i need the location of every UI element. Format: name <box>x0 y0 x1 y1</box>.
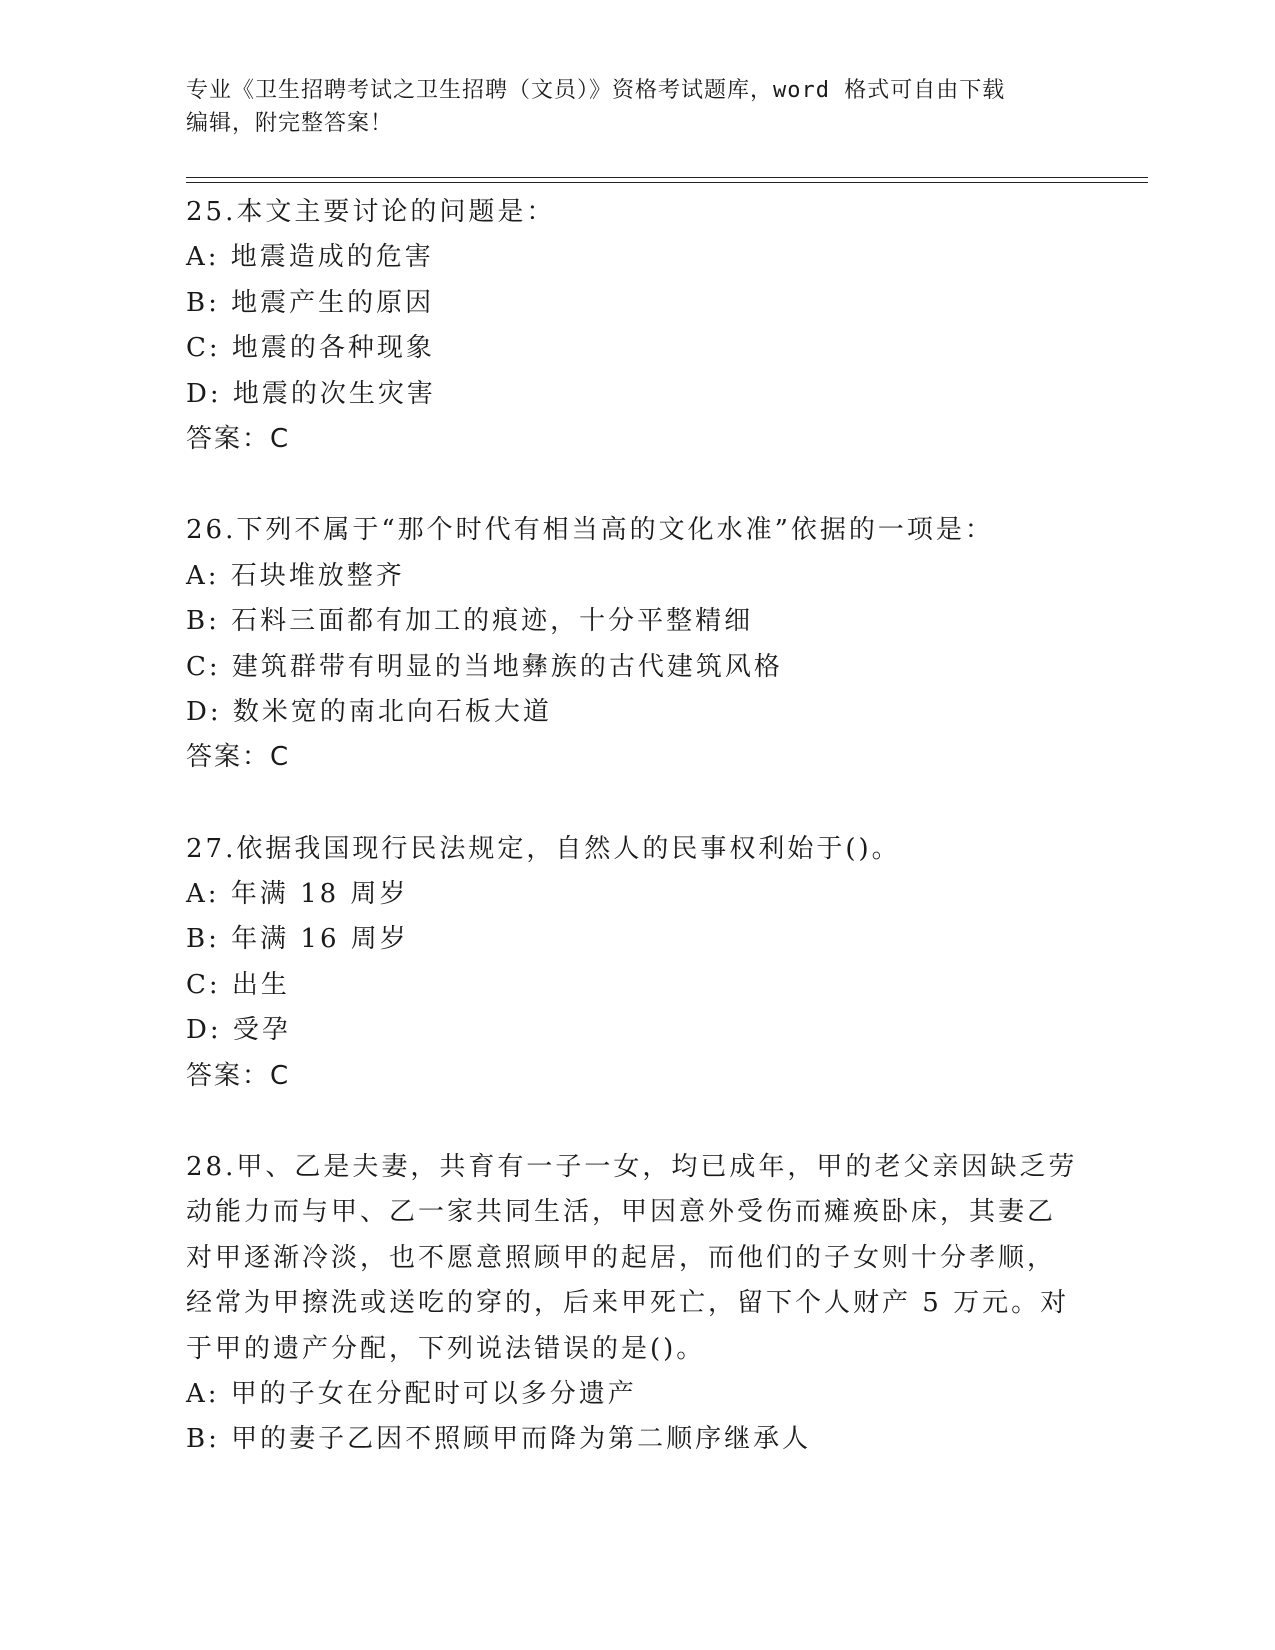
option-a: A: 甲的子女在分配时可以多分遗产 <box>186 1378 637 1409</box>
question-28 <box>186 1145 1106 1463</box>
option-d: D: 受孕 <box>186 1015 291 1046</box>
question-27 <box>186 827 1106 1099</box>
answer: 答案：C <box>186 1060 291 1091</box>
option-a: A: 地震造成的危害 <box>186 242 434 273</box>
question-stem: 26.下列不属于“那个时代有相当高的文化水准”依据的一项是： <box>186 515 994 546</box>
option-b: B: 甲的妻子乙因不照顾甲而降为第二顺序继承人 <box>186 1424 812 1455</box>
option-d: D: 地震的次生灾害 <box>186 378 436 409</box>
option-b: B: 年满 16 周岁 <box>186 924 409 955</box>
option-a: A: 石块堆放整齐 <box>186 560 405 591</box>
option-a: A: 年满 18 周岁 <box>186 879 409 910</box>
question-list <box>186 190 1106 1463</box>
question-26 <box>186 508 1106 780</box>
option-b: B: 地震产生的原因 <box>186 287 435 318</box>
document-header <box>186 74 1086 140</box>
question-stem-continued: 动能力而与甲、乙一家共同生活，甲因意外受伤而瘫痪卧床，其妻乙 <box>186 1197 1057 1228</box>
option-c: C: 建筑群带有明显的当地彝族的古代建筑风格 <box>186 651 783 682</box>
header-line: 编辑，附完整答案！ <box>186 111 394 136</box>
header-divider <box>186 182 1148 183</box>
question-stem-continued: 经常为甲擦洗或送吃的穿的，后来甲死亡，留下个人财产 5 万元。对 <box>186 1288 1070 1319</box>
header-divider <box>186 177 1148 178</box>
question-stem-continued: 对甲逐渐冷淡，也不愿意照顾甲的起居，而他们的子女则十分孝顺， <box>186 1242 1057 1273</box>
answer: 答案：C <box>186 423 291 454</box>
question-stem: 28.甲、乙是夫妻，共育有一子一女，均已成年，甲的老父亲因缺乏劳 <box>186 1152 1078 1183</box>
question-25 <box>186 190 1106 462</box>
option-b: B: 石料三面都有加工的痕迹，十分平整精细 <box>186 606 754 637</box>
option-c: C: 地震的各种现象 <box>186 333 435 364</box>
question-stem: 27.依据我国现行民法规定，自然人的民事权利始于()。 <box>186 833 901 864</box>
question-stem: 25.本文主要讨论的问题是： <box>186 197 556 227</box>
answer: 答案：C <box>186 742 291 773</box>
question-stem-continued: 于甲的遗产分配，下列说法错误的是()。 <box>186 1333 706 1364</box>
option-c: C: 出生 <box>186 969 290 1000</box>
header-line: 专业《卫生招聘考试之卫生招聘（文员）》资格考试题库，word 格式可自由下载 <box>186 78 1006 103</box>
option-d: D: 数米宽的南北向石板大道 <box>186 696 552 727</box>
